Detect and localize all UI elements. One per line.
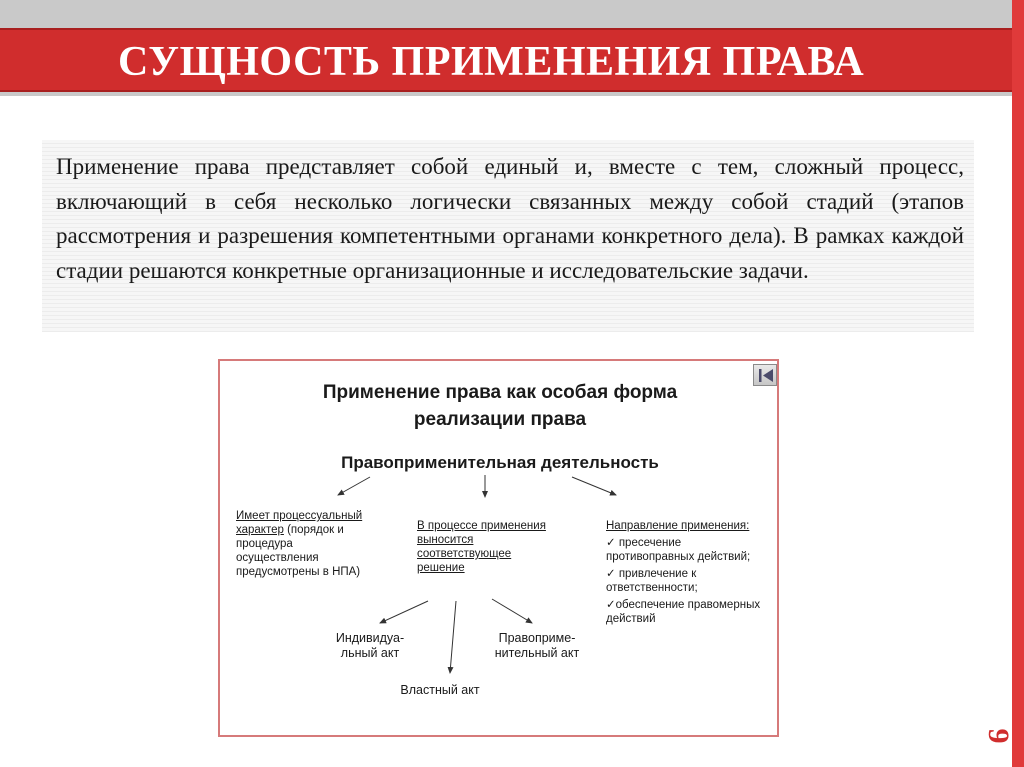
- diagram-heading-line1: Применение права как особая форма: [322, 382, 678, 403]
- right-accent-stripe: [1012, 0, 1024, 767]
- act-law-enforcement: Правоприме-нительный акт: [494, 631, 580, 660]
- col1-rest: (порядок и процедура осуществления предусмотрены в НПА): [236, 524, 361, 578]
- diagram-col-direction: [606, 519, 771, 626]
- diagram-image: [218, 359, 779, 737]
- col3-item: ✓ пресечение противоправных действий;: [606, 537, 751, 563]
- body-text-box: [42, 140, 974, 332]
- diagram-col-decision: В процессе применения выносится соответствующее решение: [417, 520, 546, 574]
- diagram-subheading: Правоприменительная деятельность: [341, 453, 659, 472]
- diagram-heading: [240, 379, 760, 433]
- col3-item: ✓обеспечение правомерных действий: [606, 599, 761, 625]
- act-power: Властный акт: [400, 683, 480, 697]
- diagram-heading-line2: реализации права: [413, 409, 587, 430]
- arrow-to-individual: [380, 601, 428, 623]
- arrow-right: [572, 477, 616, 495]
- slide-title: СУЩНОСТЬ ПРИМЕНЕНИЯ ПРАВА: [118, 39, 865, 85]
- slide-number: 9: [982, 728, 1015, 744]
- col1-underlined: Имеет процессуальный характер: [236, 510, 363, 536]
- arrow-left: [338, 477, 370, 495]
- col3-title: Направление применения:: [606, 520, 750, 532]
- col3-item: ✓ привлечение к ответственности;: [606, 568, 698, 594]
- arrow-to-power: [450, 601, 456, 673]
- title-bar: [0, 28, 1012, 92]
- act-individual: Индивидуа-льный акт: [335, 631, 405, 660]
- diagram-col-procedural: [236, 509, 371, 579]
- body-paragraph: Применение права представляет собой единый и, вместе с тем, сложный процесс, включающий в себя несколько логически связанных между собой стадий (этапов рассмотрения и разрешения компетентными органами конкретного дела). В рамках каждой стадии решаются конкретные организационные и исследовательские задачи.: [56, 154, 964, 283]
- arrow-to-law-enforcement: [492, 599, 532, 623]
